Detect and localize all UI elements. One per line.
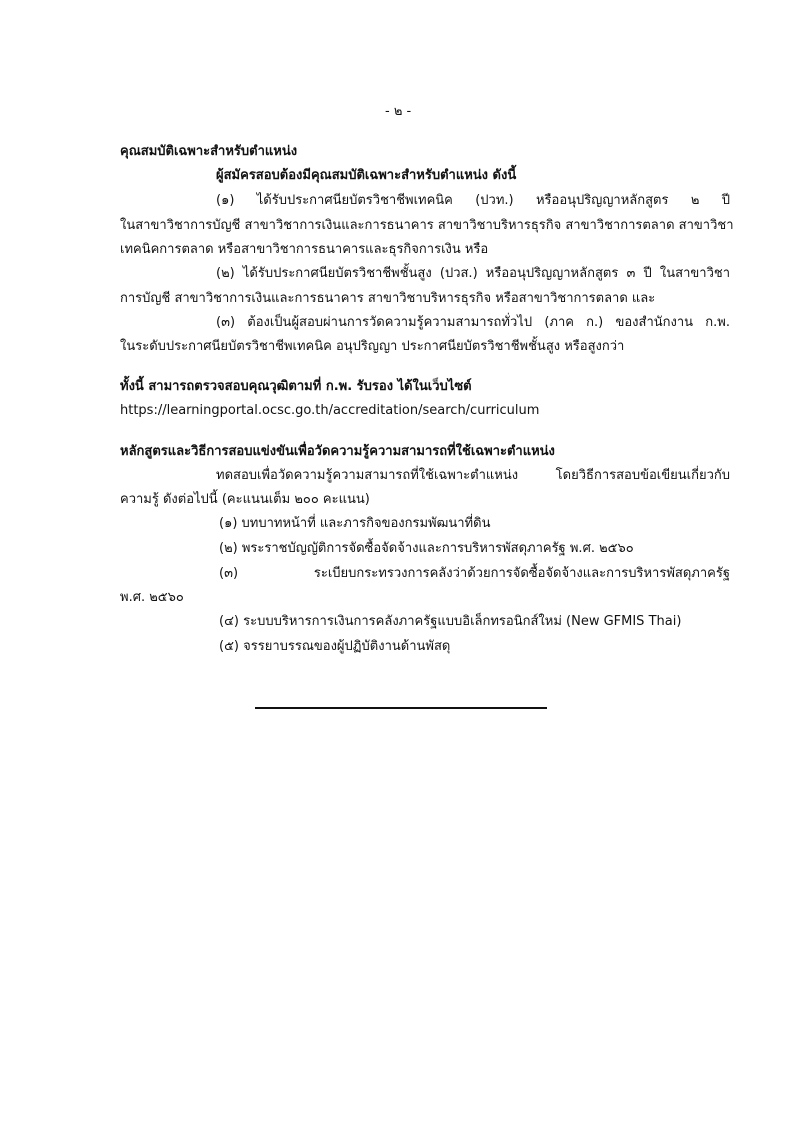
exam-topic-4: (๔) ระบบบริหารการเงินการคลังภาครัฐแบบอิเล็กทรอนิกส์ใหม่ (New GFMIS Thai) xyxy=(219,614,682,629)
exam-topic-5: (๕) จรรยาบรรณของผู้ปฏิบัติงานด้านพัสดุ xyxy=(219,639,451,654)
exam-intro-line-2: ความรู้ ดังต่อไปนี้ (คะแนนเต็ม ๒๐๐ คะแนน) xyxy=(120,492,370,507)
end-divider xyxy=(255,707,547,709)
document-page: - ๒ - คุณสมบัติเฉพาะสำหรับตำแหน่ง ผู้สมัครสอบต้องมีคุณสมบัติเฉพาะสำหรับตำแหน่ง ดังนี้ (๑) ได้รับประกาศนียบัตรวิชาชีพเทคนิค (ปวท.) หรืออนุปริญญาหลักสูตร ๒ ปี ในสาขาวิชาการบัญชี สาขาวิชาการเงินและการธนาคาร สาขาวิชาบริหารธุรกิจ สาขาวิชาการตลาด สาขาวิชา เทคนิคการตลาด หรือสาขาวิชาการธนาคารและธุรกิจการเงิน หรือ (๒) ได้รับประกาศนียบัตรวิชาชีพชั้นสูง (ปวส.) หรืออนุปริญญาหลักสูตร ๓ ปี ในสาขาวิชา การบัญชี สาขาวิชาการเงินและการธนาคาร สาขาวิชาบริหารธุรกิจ หรือสาขาวิชาการตลาด และ (๓) ต้องเป็นผู้สอบผ่านการวัดความรู้ความสามารถทั่วไป (ภาค ก.) ของสำนักงาน ก.พ. ในระดับประกาศนียบัตรวิชาชีพเทคนิค อนุปริญญา ประกาศนียบัตรวิชาชีพชั้นสูง หรือสูงกว่า ทั้งนี้ สามารถตรวจสอบคุณวุฒิตามที่ ก.พ. รับรอง ได้ในเว็บไซต์ https://learningportal.ocsc.go.th/accreditation/search/curriculum หลักสูตรและวิธีการสอบแข่งขันเพื่อวัดความรู้ความสามารถที่ใช้เฉพาะตำแหน่ง ทดสอบเพื่อวัดความรู้ความสามารถที่ใช้เฉพาะตำแหน่ง โดยวิธีการสอบข้อเขียนเกี่ยวกับ ความรู้ ดังต่อไปนี้ (คะแนนเต็ม ๒๐๐ คะแนน) (๑) บทบาทหน้าที่ และภารกิจของกรมพัฒนาที่ดิน (๒) พระราชบัญญัติการจัดซื้อจัดจ้างและการบริหารพัสดุภาครัฐ พ.ศ. ๒๕๖๐ (๓) ระเบียบกระทรวงการคลังว่าด้วยการจัดซื้อจัดจ้างและการบริหารพัสดุภาครัฐ พ.ศ. ๒๕๖๐ (๔) ระบบบริหารการเงินการคลังภาครัฐแบบอิเล็กทรอนิกส์ใหม่ (New GFMIS Thai) (๕) จรรยาบรรณของผู้ปฏิบัติงานด้านพัสดุ xyxy=(0,0,800,1132)
qualification-item-1-line-3: เทคนิคการตลาด หรือสาขาวิชาการธนาคารและธุรกิจการเงิน หรือ xyxy=(120,242,489,257)
qualification-item-2-line-2: การบัญชี สาขาวิชาการเงินและการธนาคาร สาขาวิชาบริหารธุรกิจ หรือสาขาวิชาการตลาด และ xyxy=(120,291,656,306)
verification-url: https://learningportal.ocsc.go.th/accreditation/search/curriculum xyxy=(120,403,540,418)
qualification-item-1-line-1: (๑) ได้รับประกาศนียบัตรวิชาชีพเทคนิค (ปวท.) หรืออนุปริญญาหลักสูตร ๒ ปี xyxy=(216,193,730,208)
exam-topic-3-line-2: พ.ศ. ๒๕๖๐ xyxy=(120,590,184,605)
exam-topic-3-line-1: (๓) ระเบียบกระทรวงการคลังว่าด้วยการจัดซื้อจัดจ้างและการบริหารพัสดุภาครัฐ xyxy=(219,566,730,581)
qualification-item-3-line-2: ในระดับประกาศนียบัตรวิชาชีพเทคนิค อนุปริญญา ประกาศนียบัตรวิชาชีพชั้นสูง หรือสูงกว่า xyxy=(120,339,625,354)
qualification-item-3-line-1: (๓) ต้องเป็นผู้สอบผ่านการวัดความรู้ความสามารถทั่วไป (ภาค ก.) ของสำนักงาน ก.พ. xyxy=(216,315,730,330)
qualification-item-2-line-1: (๒) ได้รับประกาศนียบัตรวิชาชีพชั้นสูง (ปวส.) หรืออนุปริญญาหลักสูตร ๓ ปี ในสาขาวิชา xyxy=(216,266,730,281)
exam-heading: หลักสูตรและวิธีการสอบแข่งขันเพื่อวัดความรู้ความสามารถที่ใช้เฉพาะตำแหน่ง xyxy=(120,444,555,459)
qualification-item-1-line-2: ในสาขาวิชาการบัญชี สาขาวิชาการเงินและการธนาคาร สาขาวิชาบริหารธุรกิจ สาขาวิชาการตลาด สาขาวิชา xyxy=(120,218,734,233)
exam-topic-1: (๑) บทบาทหน้าที่ และภารกิจของกรมพัฒนาที่ดิน xyxy=(219,516,491,531)
exam-intro-line-1: ทดสอบเพื่อวัดความรู้ความสามารถที่ใช้เฉพาะตำแหน่ง โดยวิธีการสอบข้อเขียนเกี่ยวกับ xyxy=(216,468,730,483)
exam-topic-2: (๒) พระราชบัญญัติการจัดซื้อจัดจ้างและการบริหารพัสดุภาครัฐ พ.ศ. ๒๕๖๐ xyxy=(219,541,634,556)
qualifications-heading: คุณสมบัติเฉพาะสำหรับตำแหน่ง xyxy=(120,144,298,159)
qualifications-subheading: ผู้สมัครสอบต้องมีคุณสมบัติเฉพาะสำหรับตำแหน่ง ดังนี้ xyxy=(216,168,517,183)
verification-heading: ทั้งนี้ สามารถตรวจสอบคุณวุฒิตามที่ ก.พ. รับรอง ได้ในเว็บไซต์ xyxy=(120,379,472,394)
